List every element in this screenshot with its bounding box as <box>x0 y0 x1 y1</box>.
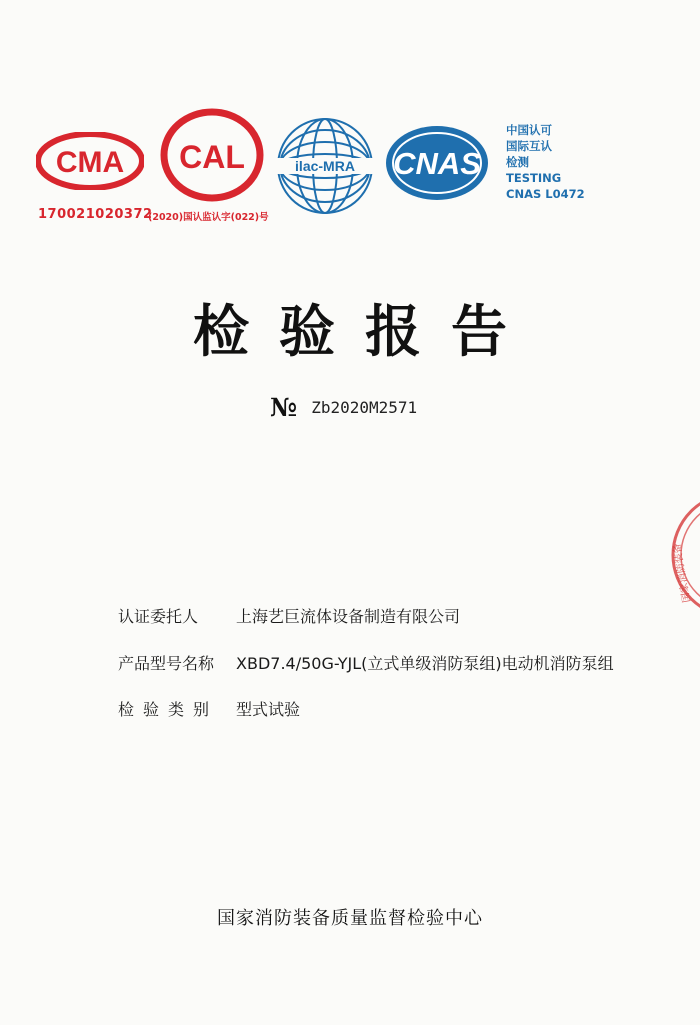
report-number <box>270 393 417 422</box>
field-product-model <box>118 651 614 674</box>
ilac-mra-logo <box>273 116 377 216</box>
report-title: 检验报告 <box>193 299 537 365</box>
cnas-logo <box>384 124 490 202</box>
field-client <box>118 604 460 627</box>
cal-logo <box>160 108 264 203</box>
cnas-line: CNAS L0472 <box>506 187 585 201</box>
field-value: XBD7.4/50G-YJL(立式单级消防泵组)电动机消防泵组 <box>236 654 614 673</box>
field-value: 型式试验 <box>236 700 301 719</box>
cnas-line: 检测 <box>506 155 529 169</box>
number-symbol: № <box>270 393 298 422</box>
field-label: 认证委托人 <box>118 607 199 626</box>
issuing-organization: 国家消防装备质量监督检验中心 <box>217 908 483 929</box>
official-seal-stamp <box>660 490 700 620</box>
cal-number: (2020)国认监认字(022)号 <box>148 212 269 223</box>
cal-mark: CAL <box>179 139 245 175</box>
cnas-mark: CNAS <box>393 146 481 181</box>
cma-number: 170021020372 <box>38 207 153 222</box>
cnas-accreditation-text <box>506 122 616 202</box>
report-number-value: Zb2020M2571 <box>311 398 418 417</box>
field-label: 检验类别 <box>118 700 219 719</box>
cma-mark: CMA <box>55 146 125 179</box>
field-inspection-type <box>118 697 300 720</box>
field-value: 上海艺巨流体设备制造有限公司 <box>236 607 461 626</box>
stamp-text: 国家消防装备 <box>671 542 693 604</box>
cnas-line: TESTING <box>506 171 562 185</box>
ilac-mark: ilac-MRA <box>295 158 355 174</box>
cnas-line: 中国认可 <box>506 123 552 137</box>
field-label: 产品型号名称 <box>118 654 215 673</box>
cma-logo <box>36 132 144 190</box>
accreditation-logos <box>0 100 700 223</box>
cnas-line: 国际互认 <box>506 139 552 153</box>
